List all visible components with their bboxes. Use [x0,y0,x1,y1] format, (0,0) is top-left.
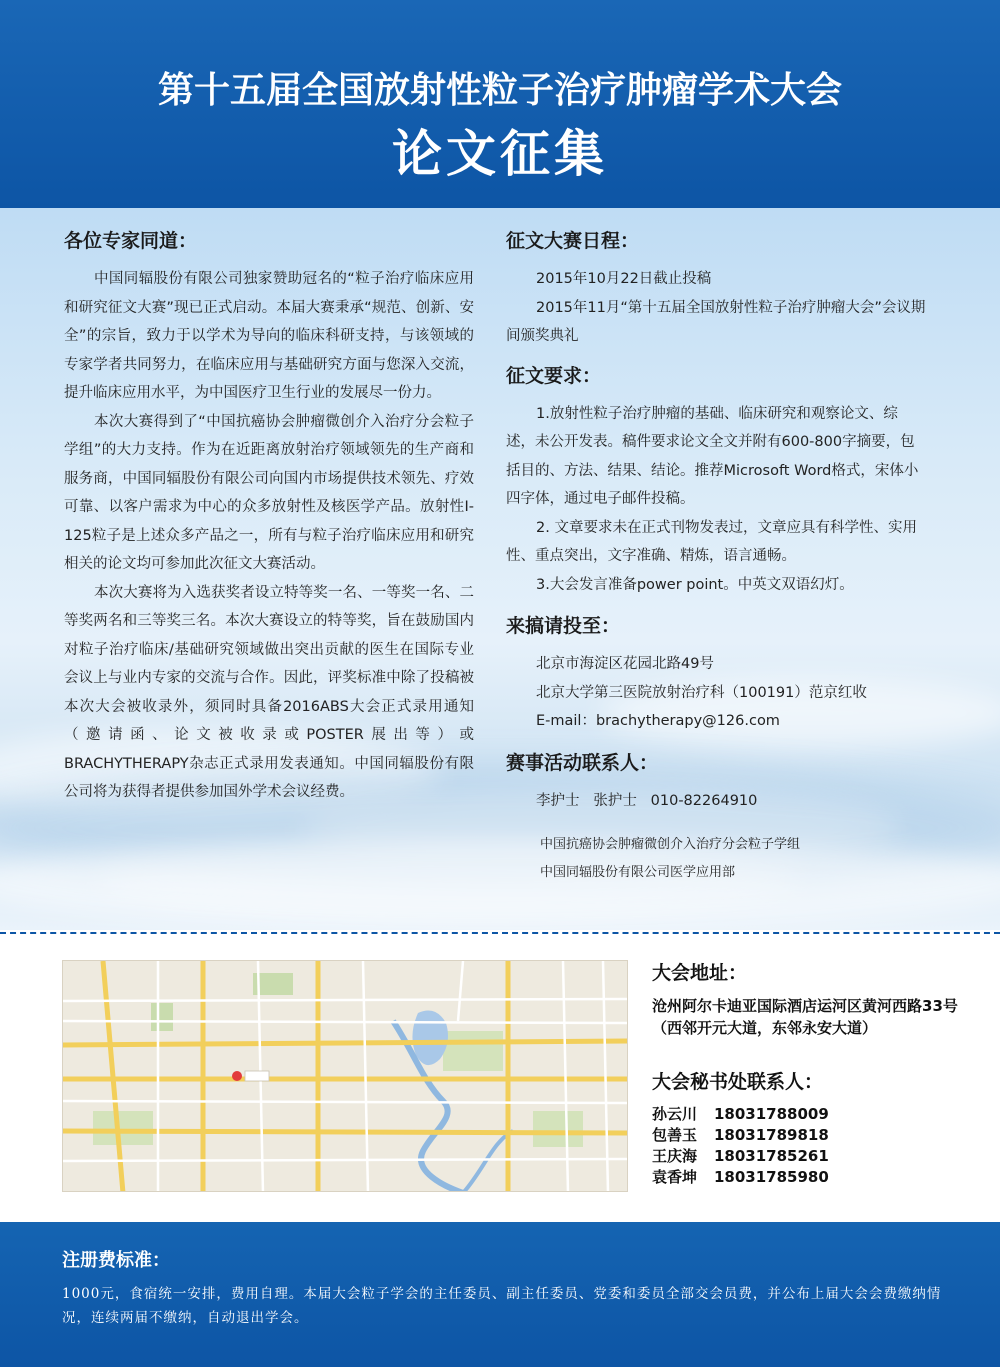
contact-phone: 18031785261 [714,1147,829,1165]
requirements-heading: 征文要求： [506,364,602,387]
contact-name: 包善玉 [652,1126,698,1144]
submission-dept: 北京大学第三医院放射治疗科（100191）范京红收 [536,684,867,701]
schedule-heading: 征文大赛日程： [506,230,640,252]
requirement-3: 3.大会发言准备power point。中英文双语幻灯。 [536,576,854,593]
dashed-divider [0,932,1000,934]
left-column [64,226,474,807]
event-contacts-heading: 赛事活动联系人： [506,751,659,774]
contact-row [652,1146,972,1167]
footer-band [0,1222,1000,1367]
paragraph-1: 中国同辐股份有限公司独家赞助冠名的“粒子治疗临床应用和研究征文大赛”现已正式启动。本届大赛秉承“规范、创新、安全”的宗旨，致力于以学术为导向的临床科研支持，与该领域的专家学者共同努力，在临床应用与基础研究方面与您深入交流，提升临床应用水平，为中国医疗卫生行业的发展尽一份力。 [64,271,474,401]
header-banner [0,0,1000,208]
organizer-2: 中国同辐股份有限公司医学应用部 [540,865,736,880]
venue-info [652,958,972,1188]
submission-heading: 来搞请投至： [506,615,621,637]
contact-row [652,1167,972,1188]
secretariat-heading: 大会秘书处联系人： [652,1071,824,1093]
contact-row [652,1125,972,1146]
requirement-1: 1.放射性粒子治疗肿瘤的基础、临床研究和观察论文、综述，未公开发表。稿件要求论文全文并附有600-800字摘要，包括目的、方法、结果、结论。推荐Microsoft Word格式，宋体小四字体，通过电子邮件投稿。 [506,405,919,507]
schedule-line-2: 2015年11月“第十五届全国放射性粒子治疗肿瘤大会”会议期间颁奖典礼 [506,299,926,344]
requirement-2: 2. 文章要求未在正式刊物发表过，文章应具有科学性、实用性、重点突出，文字准确、精炼，语言通畅。 [506,519,917,564]
schedule-line-1: 2015年10月22日截止投稿 [536,271,712,287]
registration-fee-text: 1000元，食宿统一安排，费用自理。本届大会粒子学会的主任委员、副主任委员、党委和委员全部交会员费，并公布上届大会会费缴纳情况，连续两届不缴纳，自动退出学会。 [62,1286,942,1326]
venue-address: 沧州阿尔卡迪亚国际酒店运河区黄河西路33号（西邻开元大道，东邻永安大道） [652,997,958,1037]
submission-address: 北京市海淀区花园北路49号 [536,656,714,672]
contact-name: 孙云川 [652,1105,698,1123]
contact-name: 袁香坤 [652,1168,698,1186]
venue-map[interactable] [62,960,628,1192]
venue-heading: 大会地址： [652,962,748,984]
map-graphic [63,961,628,1192]
contact-phone: 18031785980 [714,1168,829,1186]
main-content [0,208,1000,930]
contact-phone: 18031789818 [714,1126,829,1144]
secretariat-contacts [652,1104,972,1188]
contact-row [652,1104,972,1125]
conference-title: 第十五届全国放射性粒子治疗肿瘤学术大会 [157,70,842,111]
submission-email[interactable]: E-mail：brachytherapy@126.com [536,713,780,729]
organizer-1: 中国抗癌协会肿瘤微创介入治疗分会粒子学组 [540,837,801,852]
greeting-heading: 各位专家同道： [64,230,198,252]
right-column [506,226,926,887]
contact-phone: 18031788009 [714,1105,829,1123]
registration-fee-heading: 注册费标准： [62,1250,170,1271]
paragraph-3: 本次大赛将为入选获奖者设立特等奖一名、一等奖一名、二等奖两名和三等奖三名。本次大赛设立的特等奖，旨在鼓励国内对粒子治疗临床/基础研究领域做出突出贡献的医生在国际专业会议上与业内专家的交流与合作。因此，评奖标准中除了投稿被本次大会被收录外，须同时具备2016ABS大会正式录用通知（邀请函、论文被收录或POSTER展出等）或BRACHYTHERAPY杂志正式录用发表通知。中国同辐股份有限公司将为获得者提供参加国外学术会议经费。 [64,584,474,800]
contact-name: 王庆海 [652,1147,698,1165]
event-contacts-line: 李护士 张护士 010-82264910 [536,792,758,809]
venue-pin-icon [232,1071,242,1081]
call-for-papers-title: 论文征集 [392,125,608,183]
paragraph-2: 本次大赛得到了“中国抗癌协会肿瘤微创介入治疗分会粒子学组”的大力支持。作为在近距离放射治疗领域领先的生产商和服务商，中国同辐股份有限公司向国内市场提供技术领先、疗效可靠、以客户需求为中心的众多放射性及核医学产品。放射性I-125粒子是上述众多产品之一，所有与粒子治疗临床应用和研究相关的论文均可参加此次征文大赛活动。 [64,413,474,572]
